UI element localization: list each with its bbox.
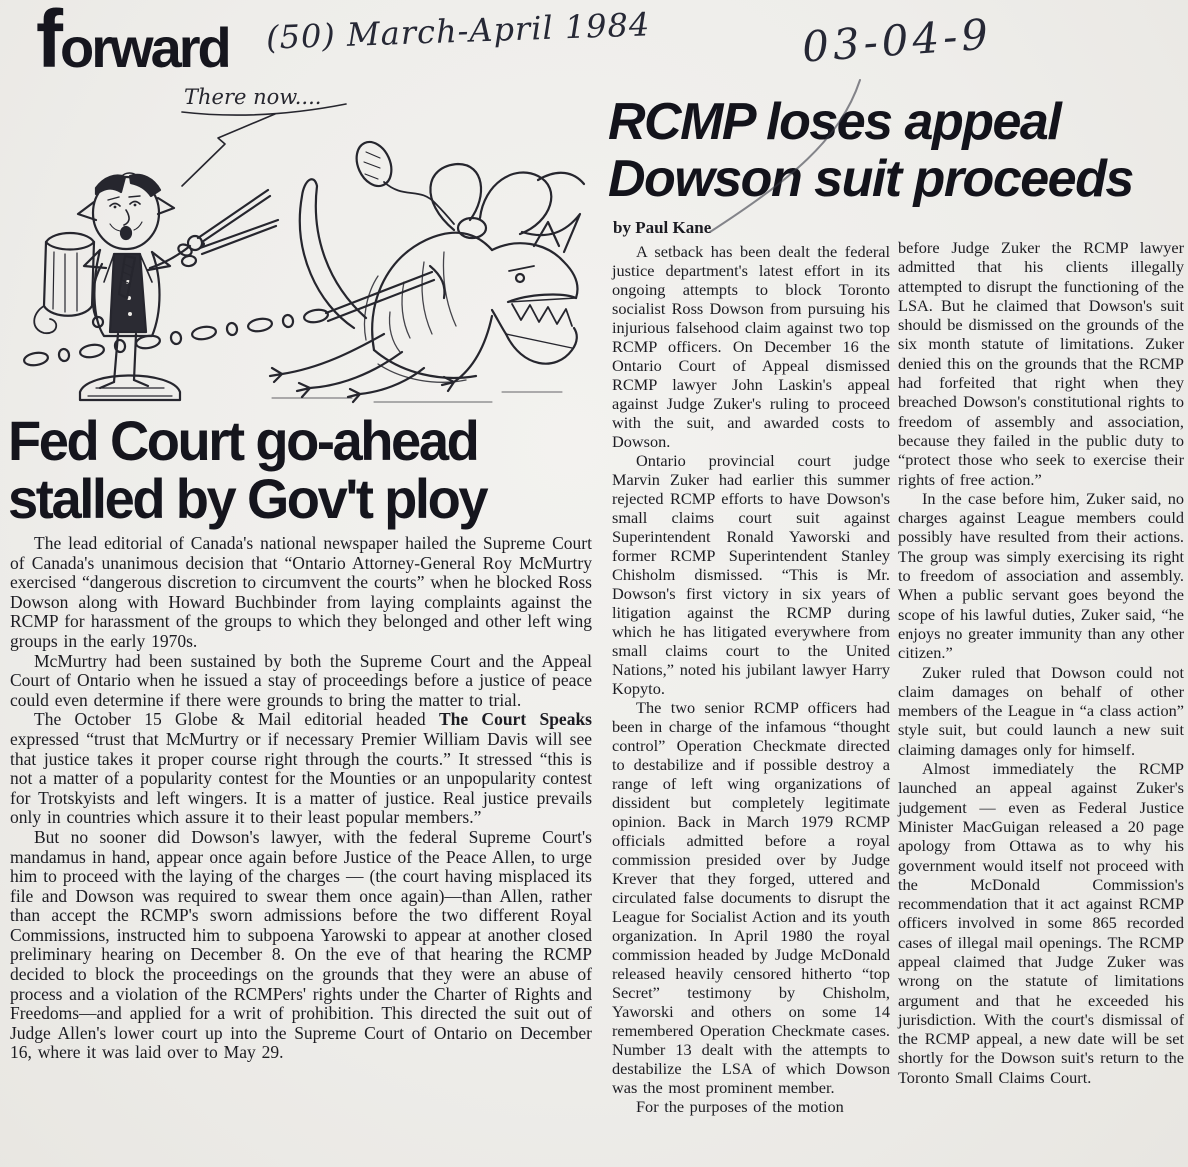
right-article-headline [608,94,1188,208]
paragraph: before Judge Zuker the RCMP lawyer admitted that his clients illegally attempted to disrupt the functioning of the LSA. But he claimed that Dowson's suit should be dismissed on the grounds of the six month statute of limitations. Zuker denied this on the grounds that the RCMP had forfeited that right when they breached Dowson's constitutional rights to freedom of assembly and association, because they failed in the public duty to “protect those who seek to exercise their rights of free action.” [898,238,1184,489]
editorial-cartoon [22,80,590,420]
paragraph: But no sooner did Dowson's lawyer, with the federal Supreme Court's mandamus in hand, appear once again before Justice of the Peace Allen, to urge him to proceed with the laying of the charges — (the court having misplaced its file and Dowson was required to swear them once again)—than Allen, rather than accept the RCMP's sworn admissions before the two different Royal Commissions, instructed him to subpoena Yarowski to appear at another closed preliminary hearing on December 8. On the eve of that hearing the RCMP decided to block the proceedings on the grounds that they were an abuse of process and a violation of the RCMPers' rights under the Charter of Rights and Freedoms—and applied for a writ of prohibition. This directed the suit out of Judge Allen's lower court up into the Supreme Court of Ontario on December 16, where it was laid over to May 29. [10,826,592,1063]
byline: by Paul Kane [613,218,712,237]
paragraph: The lead editorial of Canada's national newspaper hailed the Supreme Court of Canada's unanimous decision that “Ontario Attorney-General Roy McMurtry exercised “dangerous discretion to circumvent the courts” when he blocked Ross Dowson along with Howard Buchbinder from laying complaints against the RCMP for harassment of the groups to which they belonged and other left wing groups in the early 1970s. [10,533,592,651]
paragraph: Ontario provincial court judge Marvin Zuker had earlier this summer rejected RCMP efforts to have Dowson's small claims court suit against Superintendent Ronald Yaworski and former RCMP Superintendent Stanley Chisholm dismissed. “This is Mr. Dowson's first victory in six years of litigation against the RCMP during which he has litigated everywhere from small claims court to the United Nations,” noted his jubilant lawyer Harry Kopyto. [612,451,890,698]
left-headline-line1: Fed Court go-ahead [8,409,478,472]
left-article-body [10,534,592,1063]
editorial-title-emphasis: The Court Speaks [438,709,592,730]
cartoon-caption: There now.... [184,85,322,109]
masthead-logo: forward [36,0,229,85]
left-headline-line2: stalled by Gov't ploy [8,467,487,530]
archive-note-handwriting: 03-04-9 [800,9,994,72]
right-column [898,238,1184,1087]
right-headline-line1: RCMP loses appeal [608,93,1061,151]
issue-note-handwriting: (50) March-April 1984 [265,5,651,57]
middle-column [612,242,890,1116]
paragraph-text: The October 15 Globe & Mail editorial headed [34,709,439,730]
paragraph [10,710,592,828]
paragraph: For the purposes of the motion [636,1097,844,1116]
paragraph: Almost immediately the RCMP launched an appeal against Zuker's judgement — even as Federal Justice Minister MacGuigan released a 20 page apology from Ottawa as to why his government would itself not proceed with the McDonald Commission's recommendation that it act against RCMP officers involved in some 865 recorded cases of illegal mail openings. The RCMP appeal claimed that Judge Zuker was wrong on the statute of limitations argument and that he exceeded his jurisdiction. With the court's dismissal of the RCMP appeal, a new date will be set shortly for the Dowson suit's return to the Toronto Small Claims Court. [898,759,1184,1087]
right-headline-line2: Dowson suit proceeds [608,150,1133,208]
cartoon-drawing-svg [22,80,590,420]
paragraph-text: expressed “trust that McMurtry or if necessary Premier William Davis will see that justice takes it proper course right through the courts.” It stressed “this is not a matter of a popularity contest for the Mounties or an unpopularity contest for Trotskyists and left wingers. It is a matter of justice. Real justice prevails only in countries which assure it to their least popular members.” [10,728,592,828]
left-article-headline [8,409,580,530]
paragraph: The two senior RCMP officers had been in charge of the infamous “thought control” Operation Checkmate directed to destabilize and if possible destroy a range of left wing organizations of dissident but completely legitimate opinion. Back in March 1979 RCMP officials admitted before a royal commission presided over by Judge Krever that they forged, uttered and circulated false documents to disrupt the League for Socialist Action and its youth organization. In April 1980 the royal commission headed by Judge McDonald released heavily censored hitherto “top Secret” testimony by Chisholm, Yaworski and others on some 14 remembered Operation Checkmate cases. Number 13 dealt with the attempts to destabilize the LSA of which Dowson was the most prominent member. [612,698,890,1097]
paragraph: In the case before him, Zuker said, no charges against League members could possibly have resulted from their actions. The group was simply exercising its right to freedom of association and assembly. When a public servant goes beyond the scope of his lawful duties, Zuker said, “he enjoys no greater immunity than any other citizen.” [898,488,1184,663]
paragraph: A setback has been dealt the federal justice department's latest effort in its ongoing attempts to block Toronto socialist Ross Dowson from pursuing his injurious falsehood claim against two top RCMP officers. On December 16 the Ontario Court of Appeal dismissed RCMP lawyer John Laskin's appeal against Judge Zuker's ruling to proceed with the suit, and awarded costs to Dowson. [612,242,890,451]
paragraph: McMurtry had been sustained by both the Supreme Court and the Appeal Court of Ontario when he issued a stay of proceedings before a justice of peace could even determine if there were grounds to bring the matter to trial. [10,650,592,710]
paragraph: Zuker ruled that Dowson could not claim damages on behalf of other members of the League in “a class action” style suit, but could launch a new suit claiming damages only for himself. [898,662,1184,759]
